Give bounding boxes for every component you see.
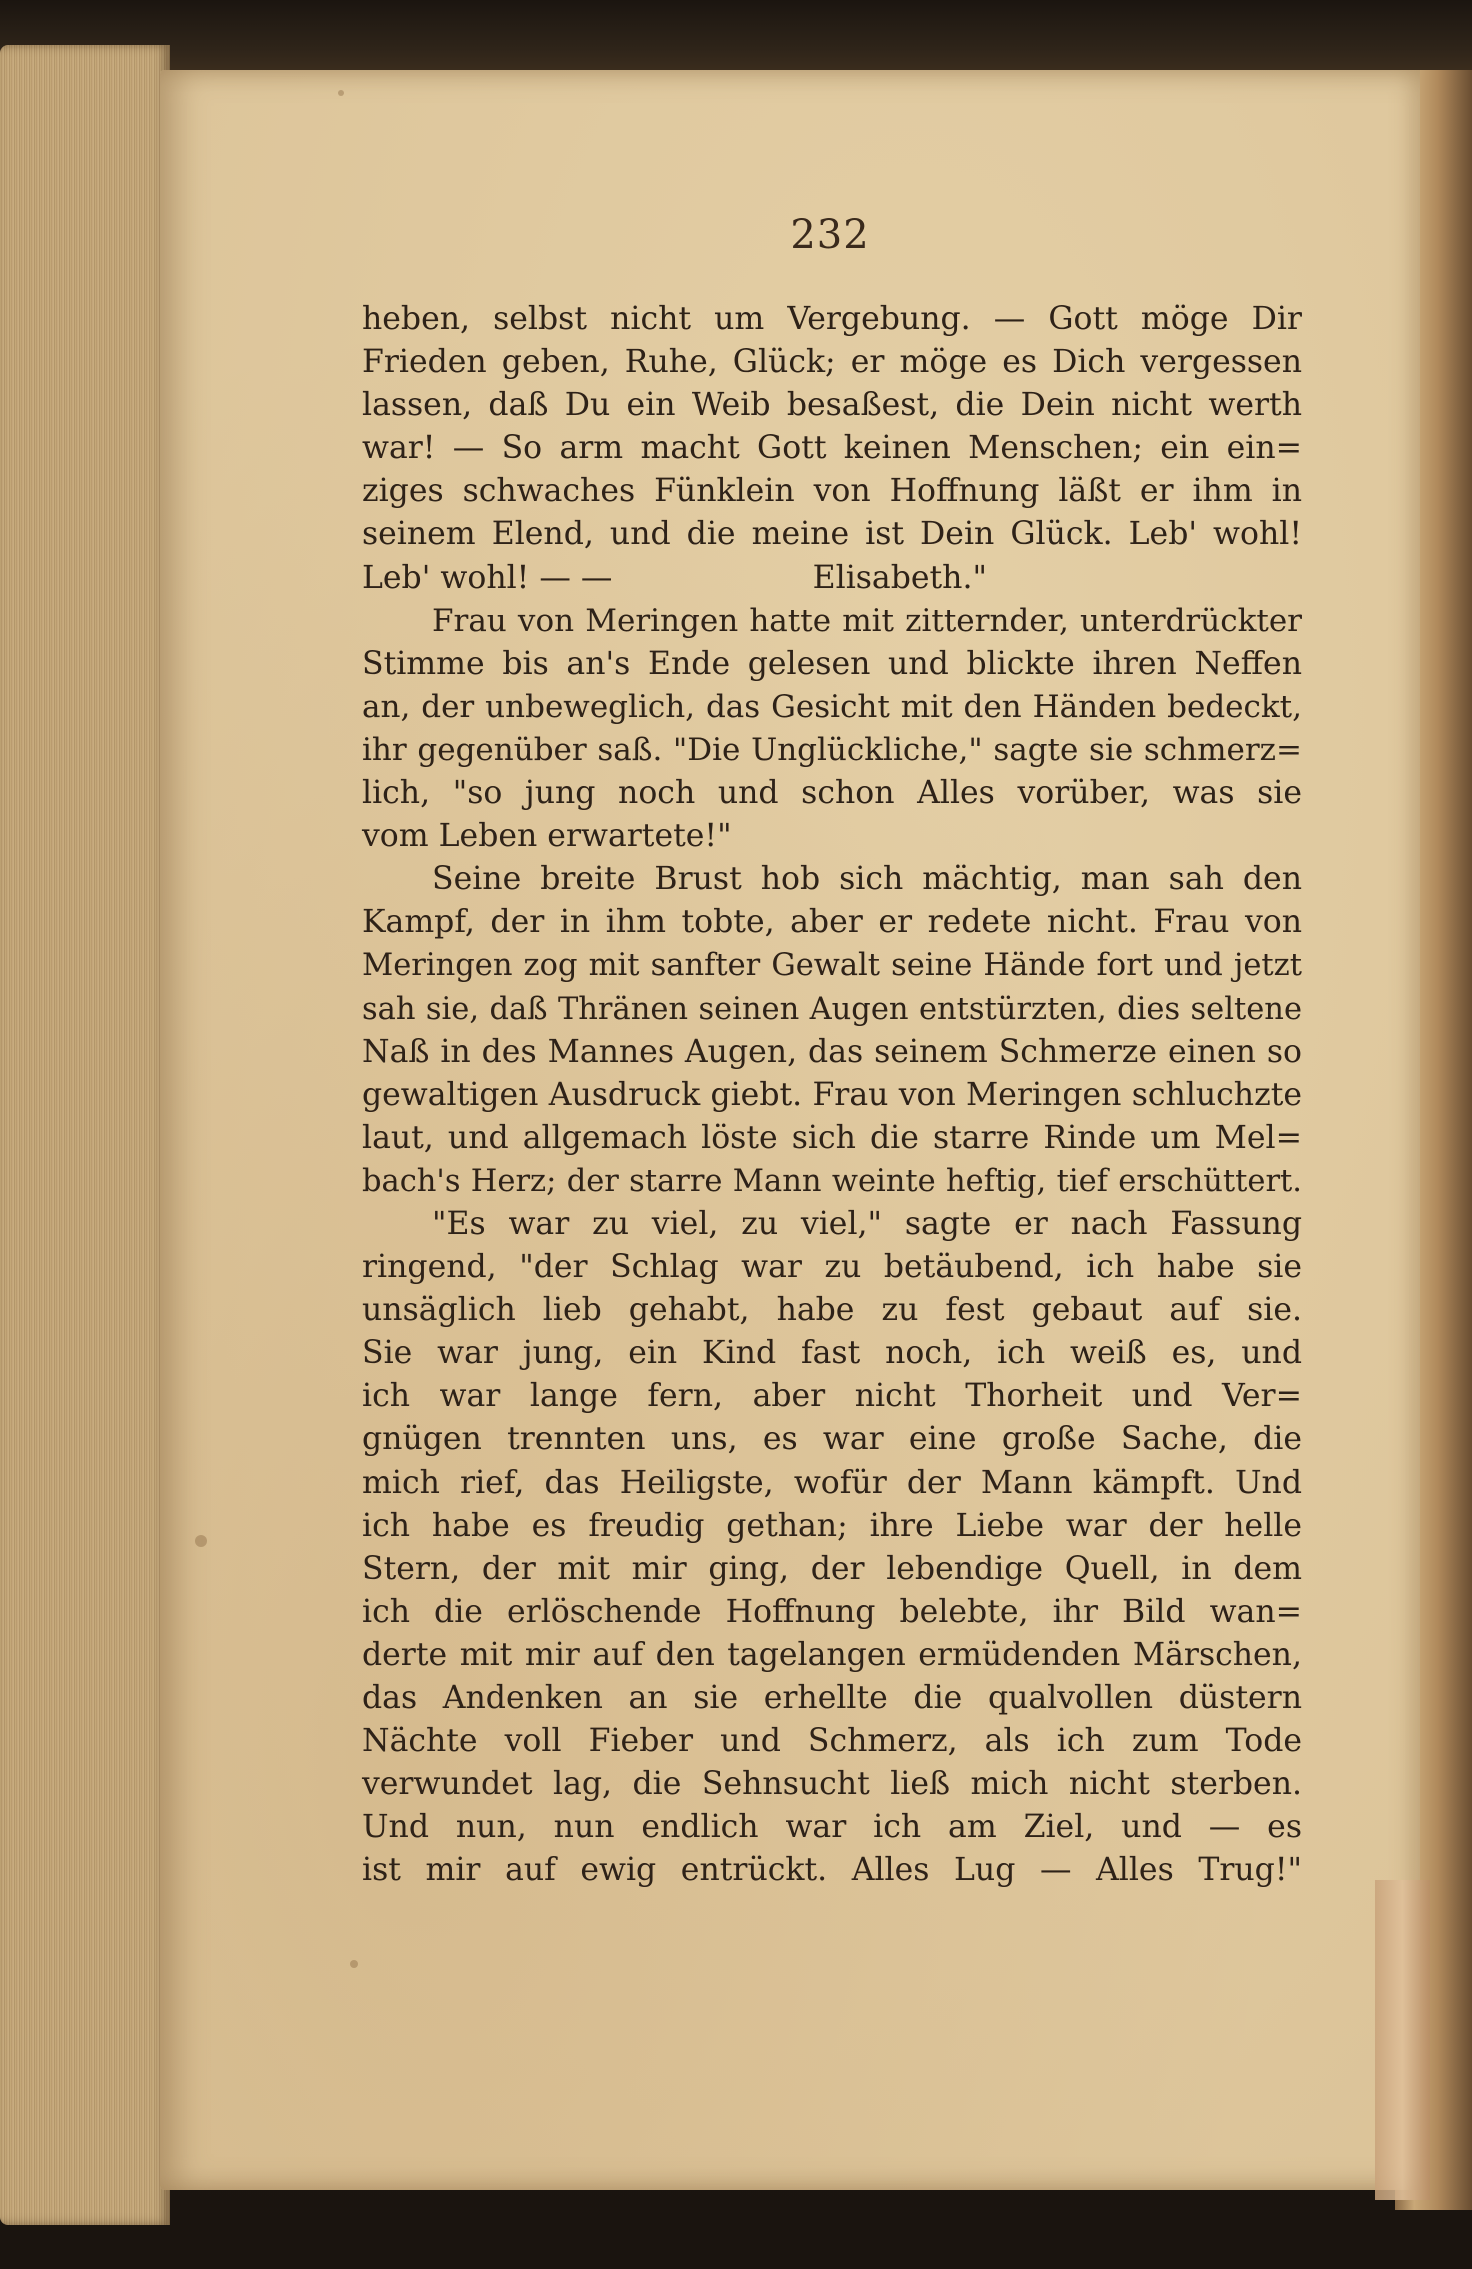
page-number: 232 (790, 212, 870, 258)
text-line: ziges schwaches Fünklein von Hoffnung läßt er ihm in (362, 473, 1302, 510)
text-line: ringend, "der Schlag war zu betäubend, ich habe sie (362, 1249, 1302, 1286)
text-line: lich, "so jung noch und schon Alles vorüber, was sie (362, 775, 1302, 812)
text-line: ist mir auf ewig entrückt. Alles Lug — Alles Trug!" (362, 1852, 1302, 1889)
text-line: Leb' wohl! — — Elisabeth." (362, 559, 987, 596)
foxing-spot (195, 1535, 207, 1547)
text-line: Sie war jung, ein Kind fast noch, ich weiß es, und (362, 1335, 1302, 1372)
text-line: Frau von Meringen hatte mit zitternder, unterdrückter (432, 602, 1302, 639)
text-line: gnügen trennten uns, es war eine große Sache, die (362, 1421, 1302, 1458)
body-text (362, 298, 1302, 1892)
text-line: Meringen zog mit sanfter Gewalt seine Hände fort und jetzt (362, 948, 1302, 984)
text-line: verwundet lag, die Sehnsucht ließ mich nicht sterben. (362, 1766, 1302, 1803)
text-line: heben, selbst nicht um Vergebung. — Gott möge Dir (362, 301, 1302, 337)
text-line: laut, und allgemach löste sich die starre Rinde um Mel= (362, 1119, 1302, 1156)
text-line: ich habe es freudig gethan; ihre Liebe war der helle (362, 1507, 1302, 1544)
text-line: lassen, daß Du ein Weib besaßest, die Dein nicht werth (362, 387, 1302, 424)
book-cover-edge (0, 0, 1472, 70)
text-line: Kampf, der in ihm tobte, aber er redete nicht. Frau von (362, 904, 1302, 941)
paper-strip (1375, 1880, 1430, 2200)
text-line: ich die erlöschende Hoffnung belebte, ihr Bild wan= (362, 1593, 1302, 1630)
text-line: Und nun, nun endlich war ich am Ziel, und — es (362, 1809, 1302, 1846)
text-line: gewaltigen Ausdruck giebt. Frau von Meringen schluchzte (362, 1076, 1302, 1113)
text-line: sah sie, daß Thränen seinen Augen entstürzten, dies seltene (362, 991, 1302, 1027)
text-line: seinem Elend, und die meine ist Dein Glück. Leb' wohl! (362, 516, 1302, 553)
text-line: ich war lange fern, aber nicht Thorheit und Ver= (362, 1378, 1302, 1415)
text-line: Stimme bis an's Ende gelesen und blickte ihren Neffen (362, 645, 1302, 682)
text-line: bach's Herz; der starre Mann weinte heftig, tief erschüttert. (362, 1163, 1302, 1199)
text-line: war! — So arm macht Gott keinen Menschen; ein ein= (362, 430, 1302, 467)
text-line: Naß in des Mannes Augen, das seinem Schmerze einen so (362, 1033, 1302, 1070)
text-line: Seine breite Brust hob sich mächtig, man sah den (432, 861, 1302, 898)
text-line: "Es war zu viel, zu viel," sagte er nach Fassung (432, 1205, 1302, 1242)
text-line: mich rief, das Heiligste, wofür der Mann kämpft. Und (362, 1464, 1302, 1501)
text-line: Frieden geben, Ruhe, Glück; er möge es Dich vergessen (362, 344, 1302, 381)
text-line: ihr gegenüber saß. "Die Unglückliche," sagte sie schmerz= (362, 731, 1302, 768)
text-line: das Andenken an sie erhellte die qualvollen düstern (362, 1680, 1302, 1716)
foxing-spot (338, 90, 344, 96)
page-stack-edge (0, 45, 170, 2225)
text-line: an, der unbeweglich, das Gesicht mit den Händen bedeckt, (362, 688, 1302, 725)
text-line: Nächte voll Fieber und Schmerz, als ich zum Tode (362, 1723, 1302, 1760)
text-line: vom Leben erwartete!" (362, 818, 732, 855)
text-line: derte mit mir auf den tagelangen ermüdenden Märschen, (362, 1636, 1302, 1673)
text-line: Stern, der mit mir ging, der lebendige Quell, in dem (362, 1550, 1302, 1587)
foxing-spot (350, 1960, 358, 1968)
text-line: unsäglich lieb gehabt, habe zu fest gebaut auf sie. (362, 1292, 1302, 1329)
